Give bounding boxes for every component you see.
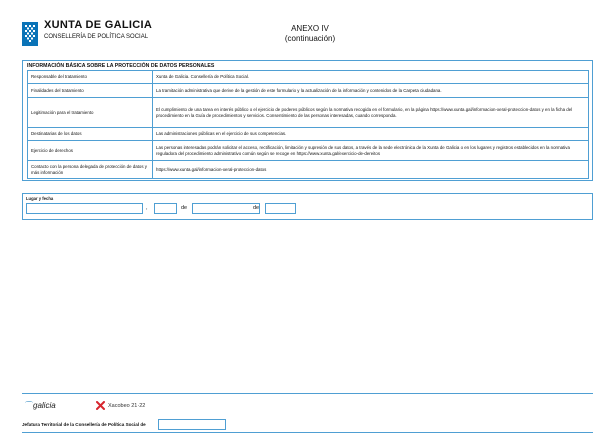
table-row — [28, 71, 589, 84]
row-value: El cumplimiento de una tarea en interés público o el ejercicio de poderes públicos según la normativa recogida en el formulario, en la página https://www.xunta.gal/informacion-xeral-proteccion-datos y en la ficha del procedimiento en la Guía de procedimientos y servicios. Consentimiento de las personas interesadas, cuando corresponda. — [153, 98, 589, 128]
table-row — [28, 128, 589, 141]
data-protection-title: INFORMACIÓN BÁSICA SOBRE LA PROTECCIÓN DE DATOS PERSONALES — [27, 63, 215, 69]
row-label: Legitimación para el tratamiento — [28, 98, 153, 128]
row-label: Responsable del tratamiento — [28, 71, 153, 84]
row-label: Finalidades del tratamiento — [28, 84, 153, 98]
department-name: CONSELLERÍA DE POLÍTICA SOCIAL — [44, 34, 149, 40]
comma-separator: , — [146, 205, 148, 211]
galicia-logo — [25, 400, 56, 411]
row-label: Destinatarias de los datos — [28, 128, 153, 141]
row-label: Contacto con la persona delegada de protección de datos y más información — [28, 161, 153, 179]
data-protection-section — [22, 60, 593, 181]
row-value: Las personas interesadas podrán solicitar el acceso, rectificación, limitación y supresión de sus datos, a través de la sede electrónica de la Xunta de Galicia o en los lugares y registros establecidos en la normativa reguladora del procedimiento administrativo común según se recoge en https://www.xunta.gal/exercicio-de-dereitos — [153, 141, 589, 161]
galicia-logo-text: galicia — [33, 401, 56, 410]
xunta-logo-icon — [22, 22, 38, 46]
month-input[interactable] — [192, 203, 260, 214]
row-value: Xunta de Galicia. Consellería de Política Social. — [153, 71, 589, 84]
year-input[interactable] — [265, 203, 296, 214]
xacobeo-icon — [96, 401, 105, 410]
footer-divider — [22, 393, 593, 394]
territorial-input[interactable] — [158, 419, 226, 430]
annex-title: ANEXO IV — [291, 24, 329, 33]
place-date-label: Lugar y fecha — [26, 196, 54, 201]
row-value: La tramitación administrativa que derive de la gestión de este formulario y la actualización de la información y contenidos de la Carpeta ciudadana. — [153, 84, 589, 98]
xacobeo-text: Xacobeo 21·22 — [108, 402, 146, 409]
table-row — [28, 141, 589, 161]
xacobeo-logo — [96, 401, 145, 410]
day-input[interactable] — [154, 203, 177, 214]
annex-heading — [250, 24, 370, 44]
place-input[interactable] — [26, 203, 143, 214]
galicia-swoosh-icon: ⌒ — [25, 401, 33, 410]
row-value: https://www.xunta.gal/informacion-xeral-proteccion-datos — [153, 161, 589, 179]
table-row — [28, 84, 589, 98]
territorial-label: Jefatura Territorial de la Consellería de Política Social de — [22, 422, 146, 427]
de-separator: de — [253, 205, 260, 211]
row-label: Ejercicio de derechos — [28, 141, 153, 161]
data-protection-table — [27, 70, 589, 179]
row-value: Las administraciones públicas en el ejercicio de sus competencias. — [153, 128, 589, 141]
brand-title: XUNTA DE GALICIA — [44, 19, 153, 31]
bottom-divider — [22, 432, 593, 433]
de-separator: de — [181, 205, 188, 211]
place-date-section — [22, 193, 593, 220]
table-row — [28, 98, 589, 128]
table-row — [28, 161, 589, 179]
annex-subtitle: (continuación) — [284, 34, 336, 43]
header-brand — [44, 20, 164, 41]
